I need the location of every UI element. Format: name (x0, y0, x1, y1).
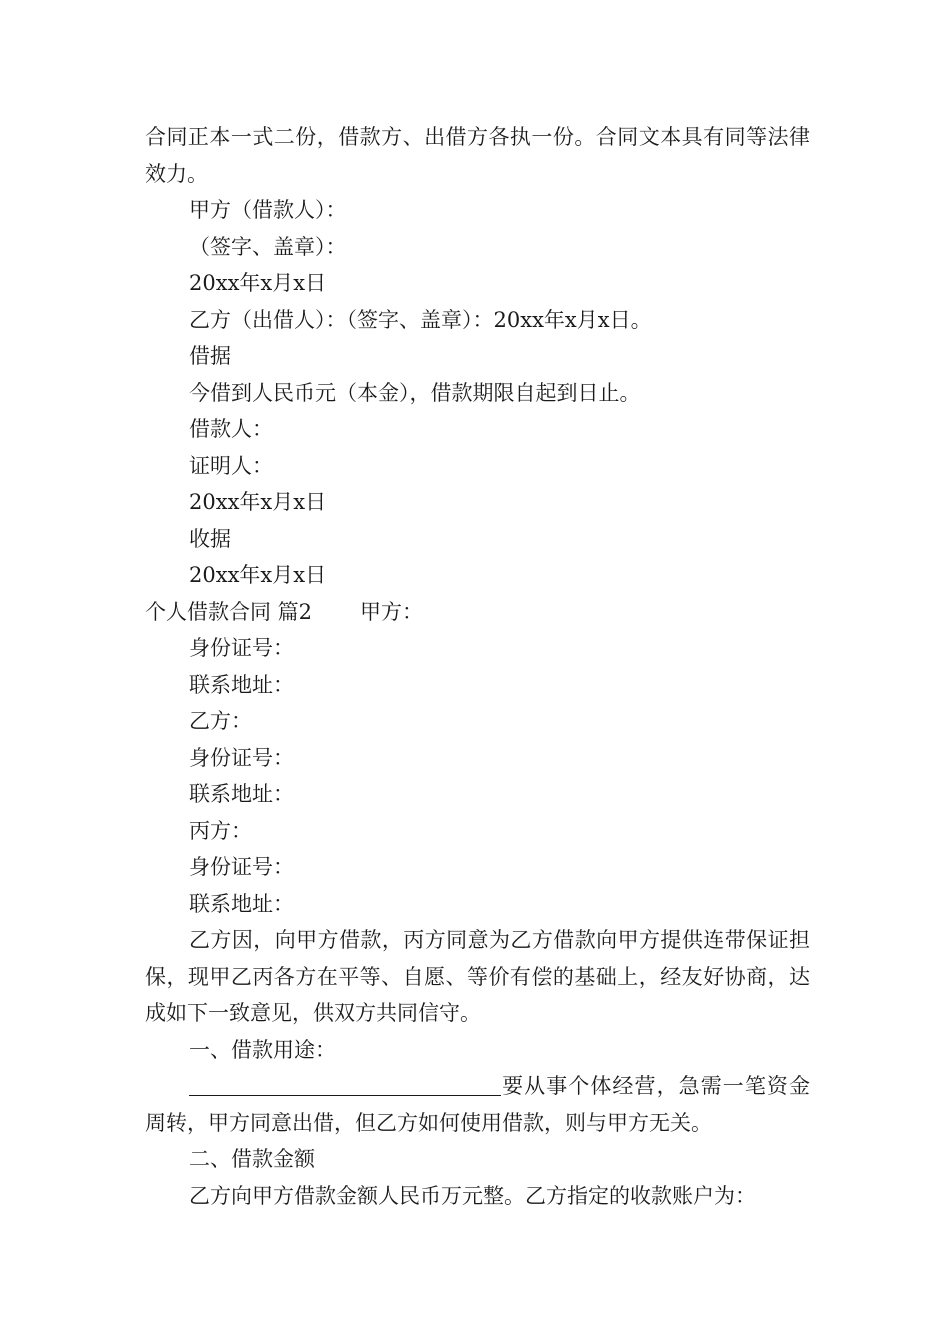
section-title: 个人借款合同 篇2 (145, 599, 313, 624)
borrower-label: 借款人： (189, 417, 273, 441)
signature-seal-label: （签字、盖章）： (189, 234, 347, 259)
date-line: 20xx年x月x日 (189, 490, 327, 514)
date-line: 20xx年x月x日 (189, 271, 327, 295)
party-a-label: 甲方： (360, 599, 424, 624)
party-a-borrower-label: 甲方（借款人）： (189, 198, 347, 222)
paragraph-loan-purpose (145, 1068, 810, 1141)
date-line: 20xx年x月x日 (189, 563, 327, 587)
paragraph-guarantee: 乙方因，向甲方借款，丙方同意为乙方借款向甲方提供连带保证担保，现甲乙丙各方在平等、自愿、等价有偿的基础上，经友好协商，达成如下一致意见，供双方共同信守。 (145, 928, 810, 1025)
party-c-label: 丙方： (189, 818, 252, 843)
id-number-label: 身份证号： (189, 636, 294, 660)
party-b-label: 乙方： (189, 709, 252, 733)
clause-2-heading: 二、借款金额 (189, 1147, 315, 1171)
contact-address-label: 联系地址： (189, 891, 294, 916)
paragraph-loan-amount: 乙方向甲方借款金额人民币万元整。乙方指定的收款账户为： (189, 1183, 756, 1208)
contact-address-label: 联系地址： (189, 672, 294, 697)
blank-underline (189, 1069, 501, 1096)
clause-1-heading: 一、借款用途： (189, 1037, 336, 1062)
receipt-heading: 收据 (189, 526, 231, 551)
loan-purpose-text: 要从事个体经营，急需一笔资金周转，甲方同意出借，但乙方如何使用借款，则与甲方无关。 (145, 1074, 810, 1135)
id-number-label: 身份证号： (189, 745, 294, 770)
party-b-lender-line: 乙方（出借人）：（签字、盖章）：20xx年x月x日。 (189, 307, 652, 332)
document-body (145, 119, 810, 1214)
iou-heading: 借据 (189, 344, 231, 368)
witness-label: 证明人： (189, 453, 273, 478)
id-number-label: 身份证号： (189, 855, 294, 879)
contact-address-label: 联系地址： (189, 782, 294, 806)
iou-text: 今借到人民币元（本金），借款期限自起到日止。 (189, 380, 641, 405)
paragraph-contract-copies: 合同正本一式二份，借款方、出借方各执一份。合同文本具有同等法律效力。 (145, 125, 810, 186)
section-title-line (145, 594, 810, 631)
